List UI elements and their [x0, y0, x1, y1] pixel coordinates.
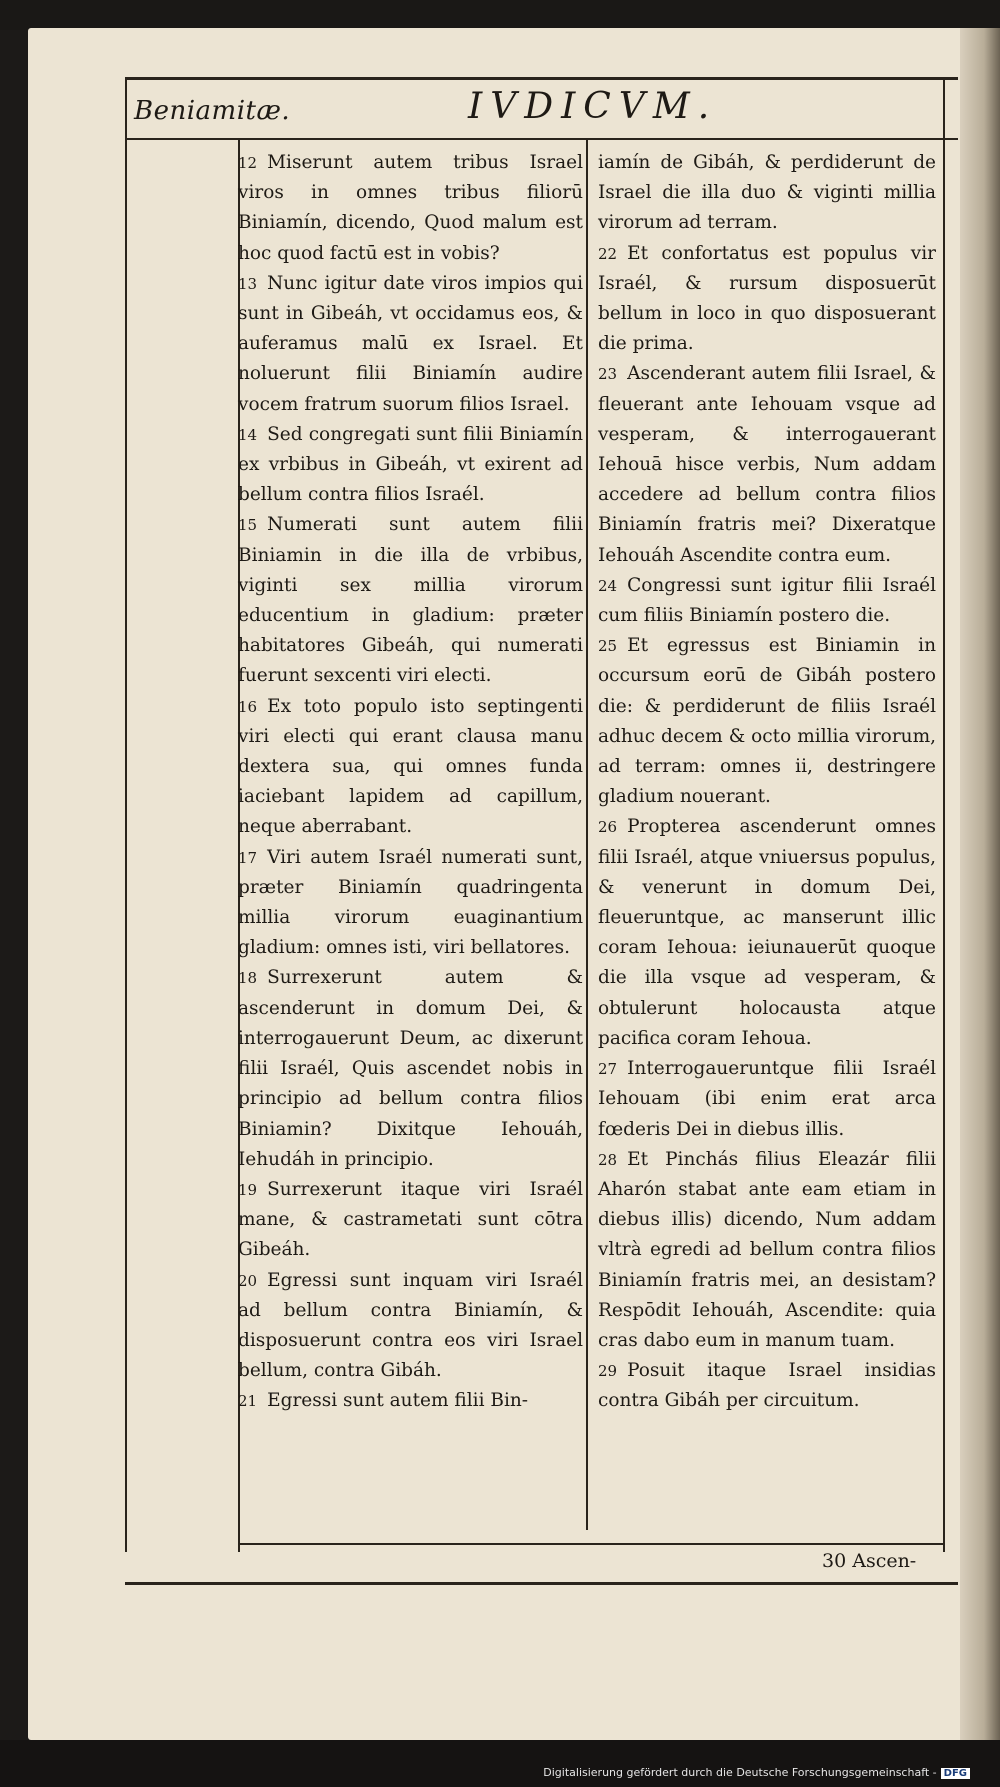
left-text-column: [238, 148, 583, 1417]
scan-background-top: [0, 0, 1000, 30]
verse-text: Sed congregati sunt filii Biniamín ex vrbibus in Gibeáh, vt exirent ad bellum contra filios Israél.: [238, 423, 583, 506]
verse: [238, 1266, 583, 1387]
verse: [598, 1054, 936, 1145]
verse-text: Surrexerunt autem & ascenderunt in domum Dei, & interrogauerunt Deum, ac dixerunt filii Israél, Quis ascendet nobis in principio ad bellum contra filios Biniamin? Dixitque Iehouáh, Iehudáh in principio.: [238, 967, 583, 1170]
verse-number: 28: [598, 1150, 618, 1169]
verse: [238, 510, 583, 691]
verse: [238, 963, 583, 1174]
verse-number: 14: [238, 425, 258, 444]
verse: [238, 1175, 583, 1266]
verse: [238, 843, 583, 964]
verse-number: 24: [598, 576, 618, 595]
verse-number: 12: [238, 154, 258, 172]
verse-text: Interrogaueruntque filii Israél Iehouam (ibi enim erat arca fœderis Dei in diebus illis.: [598, 1058, 936, 1140]
verse: [598, 571, 936, 631]
verse-number: 27: [598, 1060, 618, 1079]
frame-rule-header: [125, 138, 958, 140]
verse-number: 16: [238, 697, 258, 716]
verse-text: Et confortatus est populus vir Israél, & rursum disposuerūt bellum in loco in quo disposuerant die prima.: [598, 242, 936, 355]
verse-text: Viri autem Israél numerati sunt, præter Biniamín quadringenta millia virorum euaginantium gladium: omnes isti, viri bellatores.: [238, 846, 583, 959]
verse-text: Et Pinchás filius Eleazár filii Aharón stabat ante eam etiam in diebus illis) dicendo, Num addam vltrà egredi ad bellum contra filios Biniamín fratris mei, an desistam? Respōdit Iehouáh, Ascendite: quia cras dabo eum in manum tuam.: [598, 1148, 936, 1351]
catchword: 30 Ascen-: [822, 1550, 917, 1572]
scan-background-bottom: [0, 1740, 1000, 1787]
digitization-credit: [543, 1766, 970, 1779]
verse-text: Ex toto populo isto septingenti viri electi qui erant clausa manu dextera sua, qui omnes funda iaciebant lapidem ad capillum, neque aberrabant.: [238, 695, 583, 838]
verse-text: Ascenderant autem filii Israel, & fleuerant ante Iehouam vsque ad vesperam, & interrogauerant Iehouā hisce verbis, Num addam accedere ad bellum contra filios Biniamín fratris mei? Dixeratque Iehouáh Ascendite contra eum.: [598, 363, 936, 566]
frame-rule-bottom: [125, 1582, 958, 1585]
verse-text: Numerati sunt autem filii Biniamin in die illa de vrbibus, viginti sex millia virorum educentium in gladium: præter habitatores Gibeáh, qui numerati fuerunt sexcenti viri electi.: [238, 514, 583, 687]
verse-text: Nunc igitur date viros impios qui sunt in Gibeáh, vt occidamus eos, & auferamus malū ex Israel. Et noluerunt filii Biniamín audire vocem fratrum suorum filios Israel.: [238, 272, 583, 415]
verse-text: Egressi sunt inquam viri Israél ad bellum contra Biniamín, & disposuerunt contra eos viri Israel bellum, contra Gibáh.: [238, 1269, 583, 1382]
verse-number: 17: [238, 848, 258, 867]
frame-rule-column-bottom: [238, 1543, 943, 1545]
verse-text: iamín de Gibáh, & perdiderunt de Israel die illa duo & viginti millia virorum ad terram.: [598, 152, 936, 234]
verse-number: 20: [238, 1271, 258, 1290]
verse-number: 21: [238, 1392, 258, 1411]
verse: [238, 692, 583, 843]
verse-text: Et egressus est Biniamin in occursum eorū de Gibáh postero die: & perdiderunt de filiis Israél adhuc decem & octo millia virorum, ad terram: omnes ii, destringere gladium nouerant.: [598, 635, 936, 808]
verse: [598, 812, 936, 1054]
verse: [598, 1145, 936, 1356]
frame-rule-left: [125, 77, 127, 1552]
credit-text: Digitalisierung gefördert durch die Deutsche Forschungsgemeinschaft -: [543, 1766, 937, 1779]
page-edge-shadow: [960, 28, 1000, 1740]
verse: [238, 148, 583, 269]
verse-number: 25: [598, 637, 618, 656]
verse-number: 26: [598, 818, 618, 837]
page-title: IVDICVM.: [468, 86, 718, 127]
right-text-column: [598, 148, 936, 1417]
verse-text: Miserunt autem tribus Israel viros in omnes tribus filiorū Biniamín, dicendo, Quod malum est hoc quod factū est in vobis?: [238, 152, 583, 264]
verse: [238, 269, 583, 420]
verse-number: 23: [598, 365, 618, 384]
verse: [598, 359, 936, 570]
verse: [598, 239, 936, 360]
verse: [598, 631, 936, 812]
verse: [238, 1386, 583, 1416]
verse-text: Propterea ascenderunt omnes filii Israél, atque vniuersus populus, & venerunt in domum Dei, fleueruntque, ac manserunt illic coram Iehoua: ieiunauerūt quoque die illa vsque ad vesperam, & obtulerunt holocausta atque pacifica coram Iehoua.: [598, 816, 936, 1049]
verse-text: Posuit itaque Israel insidias contra Gibáh per circuitum.: [598, 1360, 936, 1412]
verse: [598, 148, 936, 239]
verse-number: 29: [598, 1362, 618, 1381]
verse-text: Surrexerunt itaque viri Israél mane, & castrametati sunt cōtra Gibeáh.: [238, 1178, 583, 1261]
verse-number: 15: [238, 516, 258, 535]
dfg-logo: DFG: [941, 1768, 970, 1779]
verse-text: Congressi sunt igitur filii Israél cum filiis Biniamín postero die.: [598, 574, 936, 627]
column-divider: [586, 140, 588, 1530]
frame-rule-top: [125, 77, 958, 80]
verse-number: 19: [238, 1180, 258, 1199]
frame-rule-right: [943, 77, 945, 1552]
verse-number: 13: [238, 274, 258, 293]
verse: [238, 420, 583, 511]
verse-number: 18: [238, 969, 258, 988]
verse-number: 22: [598, 244, 618, 263]
running-head-left: Beniamitæ.: [134, 96, 291, 126]
verse-text: Egressi sunt autem filii Bin-: [267, 1390, 529, 1412]
verse: [598, 1356, 936, 1416]
